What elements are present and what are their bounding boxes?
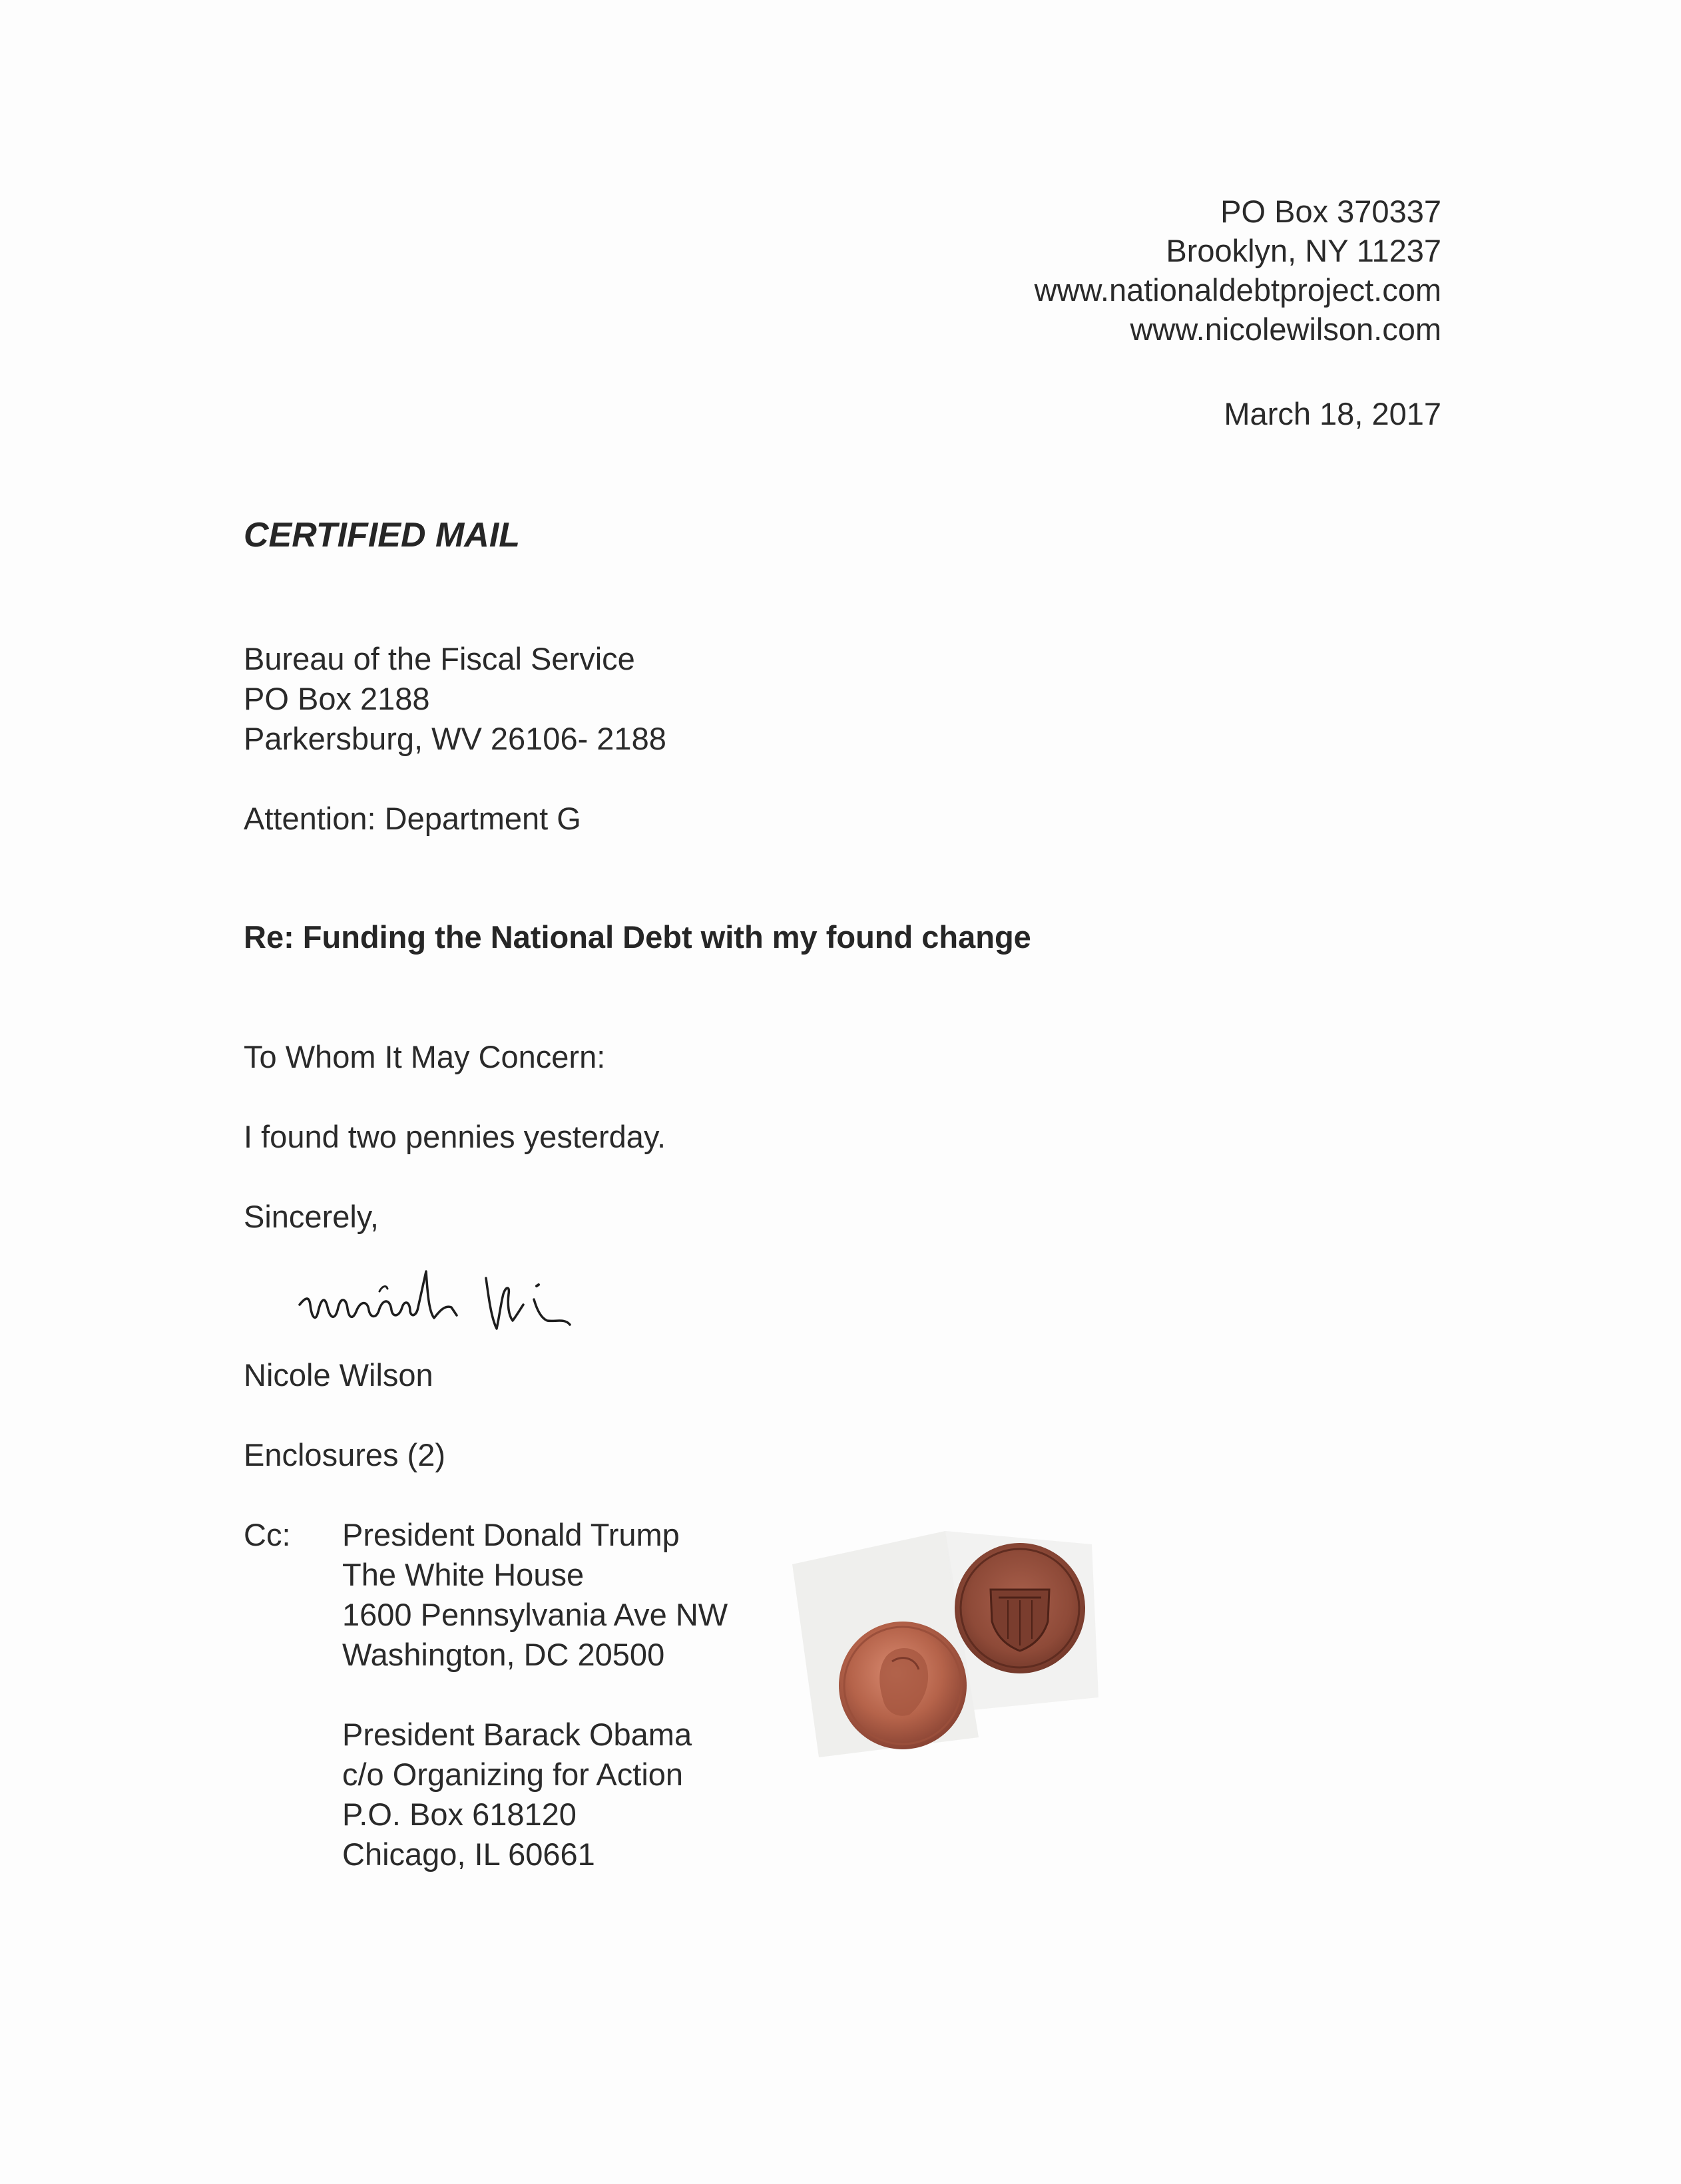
- closing: Sincerely,: [244, 1199, 379, 1234]
- mail-type-heading: CERTIFIED MAIL: [244, 516, 521, 554]
- recipient-address: [244, 639, 666, 759]
- cc-label: Cc:: [244, 1517, 291, 1552]
- cc-recipient-line3: 1600 Pennsylvania Ave NW: [342, 1597, 728, 1632]
- sender-website-1: www.nationaldebtproject.com: [1034, 272, 1441, 308]
- taped-pennies-image: [779, 1491, 1112, 1757]
- sender-website-2: www.nicolewilson.com: [1130, 312, 1441, 347]
- cc-recipient-line2: The White House: [342, 1557, 585, 1592]
- cc-recipient-line4: Washington, DC 20500: [342, 1637, 665, 1672]
- handwritten-signature: [286, 1251, 632, 1345]
- subject-line: Re: Funding the National Debt with my found change: [244, 919, 1031, 955]
- cc-recipient-line2: c/o Organizing for Action: [342, 1757, 684, 1792]
- penny-reverse-icon: [955, 1543, 1085, 1673]
- attention-line: Attention: Department G: [244, 801, 581, 836]
- cc-recipient-line3: P.O. Box 618120: [342, 1797, 577, 1832]
- cc-recipient-name: President Donald Trump: [342, 1517, 680, 1552]
- sender-address: [1035, 192, 1441, 349]
- signer-name: Nicole Wilson: [244, 1357, 433, 1393]
- letter-body: I found two pennies yesterday.: [244, 1119, 666, 1154]
- cc-recipient-2: [342, 1715, 692, 1874]
- sender-city-state-zip: Brooklyn, NY 11237: [1166, 233, 1441, 268]
- cc-recipient-1: [342, 1515, 728, 1675]
- sender-po-box: PO Box 370337: [1220, 194, 1441, 229]
- letter-date: March 18, 2017: [1224, 396, 1441, 431]
- recipient-city-state-zip: Parkersburg, WV 26106- 2188: [244, 721, 666, 756]
- recipient-po-box: PO Box 2188: [244, 681, 430, 716]
- cc-recipient-name: President Barack Obama: [342, 1717, 692, 1752]
- cc-recipient-line4: Chicago, IL 60661: [342, 1837, 595, 1872]
- enclosures-note: Enclosures (2): [244, 1437, 445, 1472]
- salutation: To Whom It May Concern:: [244, 1039, 606, 1074]
- recipient-name: Bureau of the Fiscal Service: [244, 641, 635, 676]
- penny-obverse-icon: [839, 1622, 967, 1749]
